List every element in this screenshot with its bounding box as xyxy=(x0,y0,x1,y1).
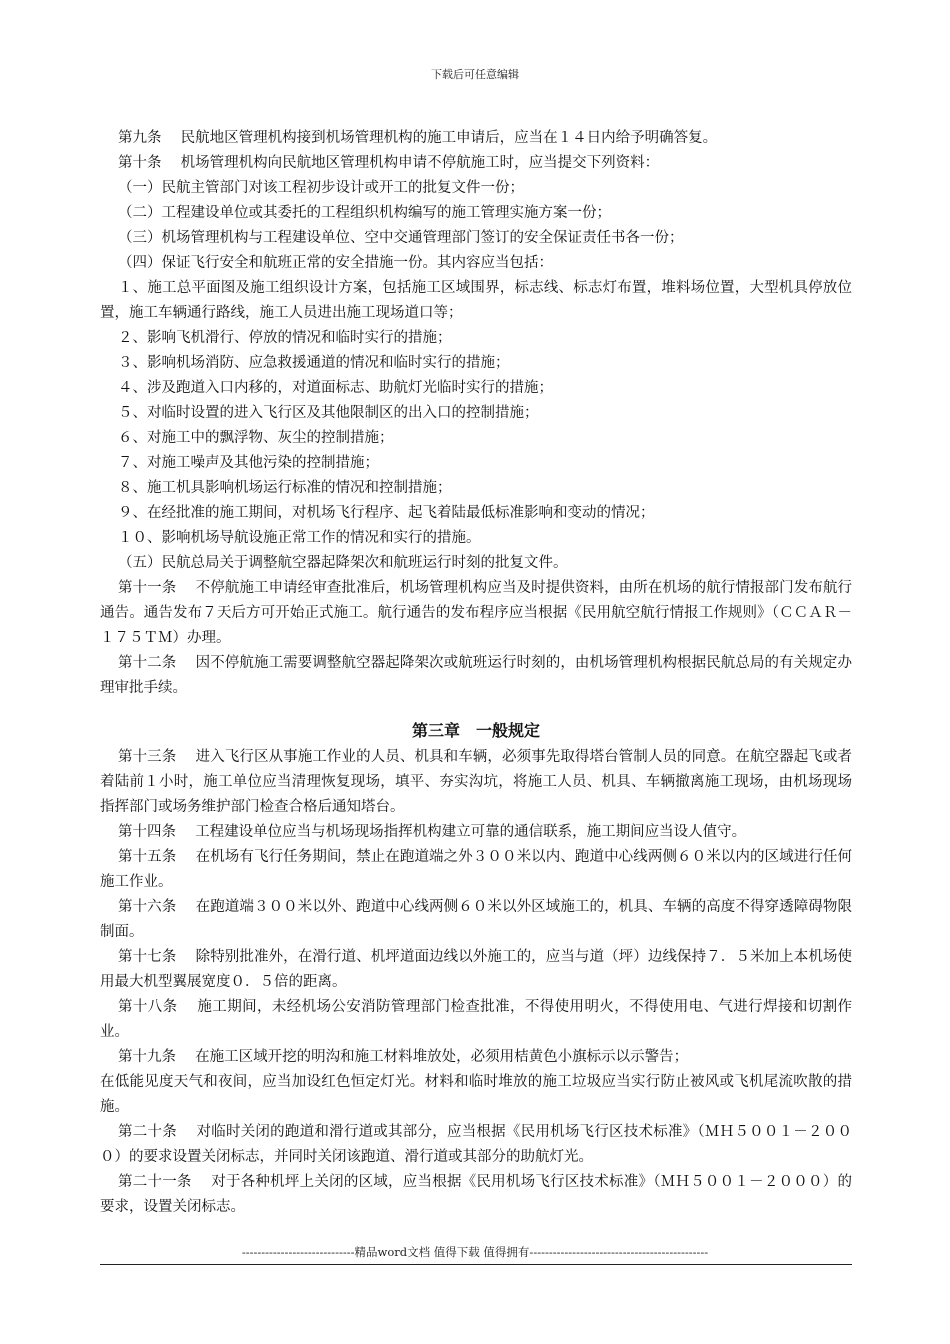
paragraph: （三）机场管理机构与工程建设单位、空中交通管理部门签订的安全保证责任书各一份； xyxy=(118,230,684,246)
paragraph: （五）民航总局关于调整航空器起降架次和航班运行时刻的批复文件。 xyxy=(118,555,568,571)
paragraph: （四）保证飞行安全和航班正常的安全措施一份。其内容应当包括： xyxy=(118,255,553,271)
paragraph: ９、在经批准的施工期间，对机场飞行程序、起飞着陆最低标准影响和变动的情况； xyxy=(118,505,655,521)
paragraph: ７、对施工噪声及其他污染的控制措施； xyxy=(118,455,379,471)
paragraph: 第十七条 除特别批准外，在滑行道、机坪道面边线以外施工的，应当与道（坪）边线保持７．５米加上本机场使用最大机型翼展宽度０．５倍的距离。 xyxy=(100,949,852,990)
paragraph: ３、影响机场消防、应急救援通道的情况和临时实行的措施； xyxy=(118,355,510,371)
paragraph: 第九条 民航地区管理机构接到机场管理机构的施工申请后，应当在１４日内给予明确答复。 xyxy=(118,130,718,146)
paragraph: （一）民航主管部门对该工程初步设计或开工的批复文件一份； xyxy=(118,180,524,196)
paragraph: １０、影响机场导航设施正常工作的情况和实行的措施。 xyxy=(118,530,481,546)
paragraph: 第十条 机场管理机构向民航地区管理机构申请不停航施工时，应当提交下列资料： xyxy=(118,155,660,171)
footer-rule xyxy=(100,1264,852,1265)
paragraph: （二）工程建设单位或其委托的工程组织机构编写的施工管理实施方案一份； xyxy=(118,205,611,221)
paragraph: ５、对临时设置的进入飞行区及其他限制区的出入口的控制措施； xyxy=(118,405,539,421)
paragraph: 第十九条 在施工区域开挖的明沟和施工材料堆放处，必须用桔黄色小旗标示以示警告； xyxy=(118,1049,689,1065)
paragraph: 第十四条 工程建设单位应当与机场现场指挥机构建立可靠的通信联系，施工期间应当设人值守。 xyxy=(118,824,747,840)
paragraph: ４、涉及跑道入口内移的，对道面标志、助航灯光临时实行的措施； xyxy=(118,380,553,396)
paragraph: 第二十条 对临时关闭的跑道和滑行道或其部分，应当根据《民用机场飞行区技术标准》（ＭＨ５００１－２０００）的要求设置关闭标志，并同时关闭该跑道、滑行道或其部分的助航灯光。 xyxy=(100,1124,852,1165)
paragraph: ８、施工机具影响机场运行标准的情况和控制措施； xyxy=(118,480,452,496)
paragraph: 第十八条 施工期间，未经机场公安消防管理部门检查批准，不得使用明火，不得使用电、气进行焊接和切割作业。 xyxy=(100,999,852,1040)
page-header: 下载后可任意编辑 xyxy=(431,68,519,81)
paragraph: 第十六条 在跑道端３００米以外、跑道中心线两侧６０米以外区域施工的，机具、车辆的高度不得穿透障碍物限制面。 xyxy=(100,899,852,940)
document-body xyxy=(100,126,852,1220)
paragraph: ２、影响飞机滑行、停放的情况和临时实行的措施； xyxy=(118,330,452,346)
section-articles-9-12 xyxy=(100,126,852,701)
paragraph: 第十二条 因不停航施工需要调整航空器起降架次或航班运行时刻的，由机场管理机构根据民航总局的有关规定办理审批手续。 xyxy=(100,655,852,696)
paragraph: １、施工总平面图及施工组织设计方案，包括施工区域围界，标志线、标志灯布置，堆料场位置，大型机具停放位置，施工车辆通行路线，施工人员进出施工现场道口等； xyxy=(100,280,852,321)
section-chapter-3 xyxy=(100,745,852,1220)
chapter-title: 第三章 一般规定 xyxy=(411,721,540,740)
paragraph: 第十一条 不停航施工申请经审查批准后，机场管理机构应当及时提供资料，由所在机场的航行情报部门发布航行通告。通告发布７天后方可开始正式施工。航行通告的发布程序应当根据《民用航空航行情报工作规则》（ＣＣＡＲ－１７５ＴＭ）办理。 xyxy=(100,580,852,646)
paragraph: 在低能见度天气和夜间，应当加设红色恒定灯光。材料和临时堆放的施工垃圾应当实行防止被风或飞机尾流吹散的措施。 xyxy=(100,1074,852,1115)
paragraph: 第十五条 在机场有飞行任务期间，禁止在跑道端之外３００米以内、跑道中心线两侧６０米以内的区域进行任何施工作业。 xyxy=(100,849,852,890)
paragraph: ６、对施工中的飘浮物、灰尘的控制措施； xyxy=(118,430,394,446)
page-footer: -----------------------------精品word文档 值得下载 值得拥有---------------------------------------------- xyxy=(241,1245,709,1259)
paragraph: 第二十一条 对于各种机坪上关闭的区域，应当根据《民用机场飞行区技术标准》（ＭＨ５００１－２０００）的要求，设置关闭标志。 xyxy=(100,1174,852,1215)
paragraph: 第十三条 进入飞行区从事施工作业的人员、机具和车辆，必须事先取得塔台管制人员的同意。在航空器起飞或者着陆前１小时，施工单位应当清理恢复现场，填平、夯实沟坑，将施工人员、机具、车辆撤离施工现场，由机场现场指挥部门或场务维护部门检查合格后通知塔台。 xyxy=(100,749,852,815)
